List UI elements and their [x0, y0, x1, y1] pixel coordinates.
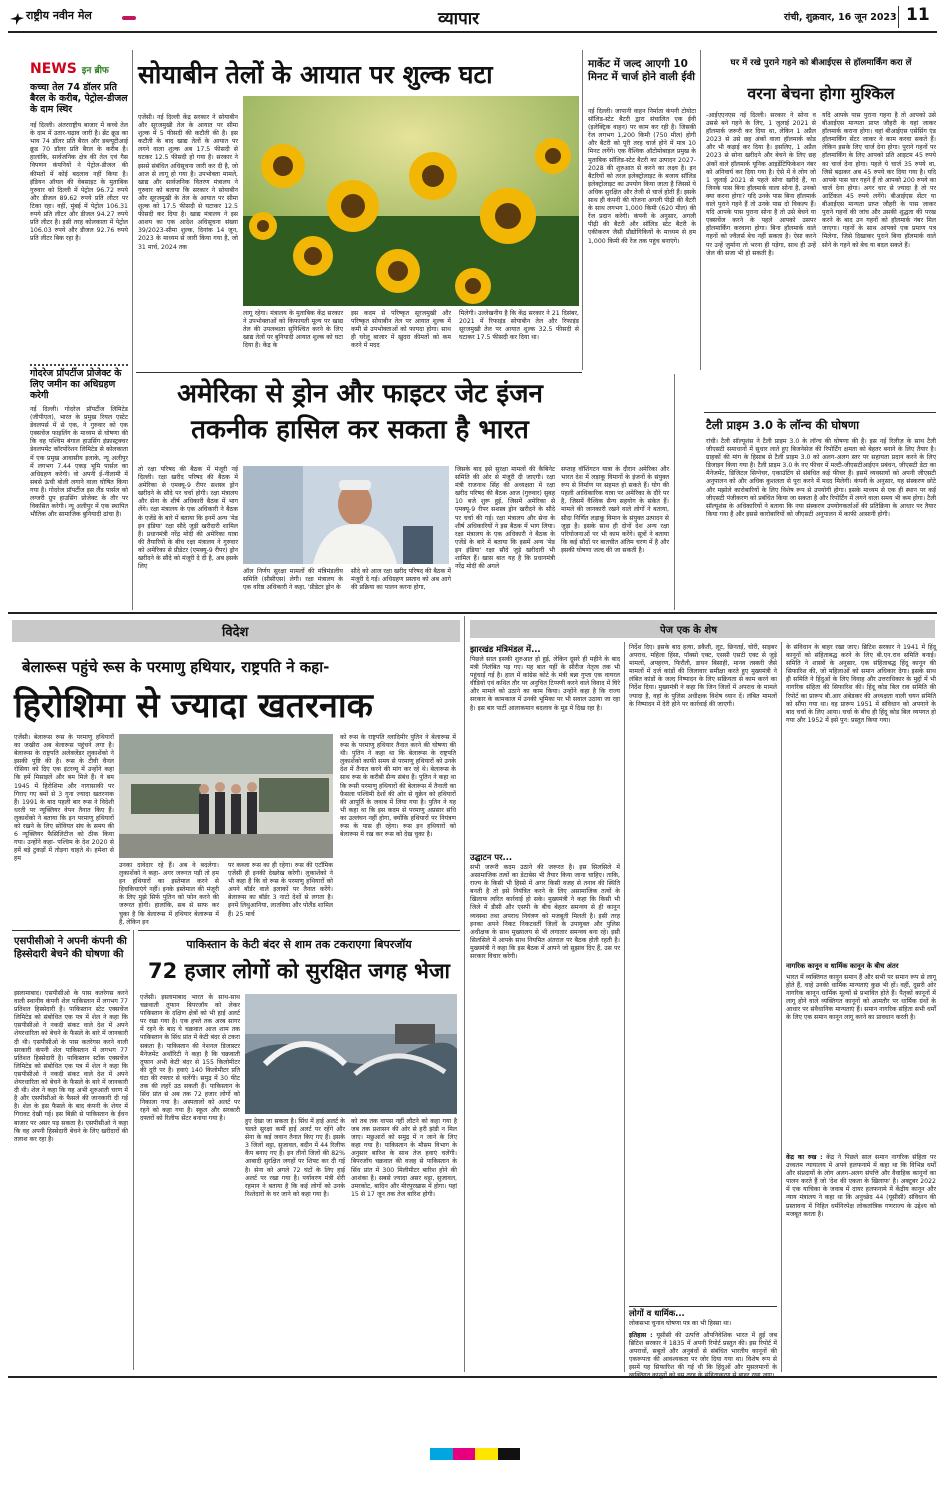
dateline: रांची, शुक्रवार, 16 जून 2023: [784, 12, 897, 23]
videsh-band: [12, 620, 460, 642]
print-registration-bar: [430, 1448, 520, 1460]
jharkhand-head: झारखंड मंत्रिमंडल में...: [470, 644, 541, 654]
prime-body: रांची। टैली सॉल्यूशंस ने टैली प्राइम 3.0 के लॉन्च की घोषणा की है। इस नई रिलीज़ के साथ टैली जीएसटी समाधानों में सुधार लाते हुए बिजनेसेज की रिपोर्टिंग क्षमता को बेहतर बनाने के लिए तैयार है। ग्राहकों की मांग के हिसाब से टैली प्राइम 3.0 को अलग-अलग स्तर पर सहायता प्रदान करने के लिए डिजाइन किया गया है। टैली प्राइम 3.0 के नए फीचर में मल्टी-जीएसटीआईएन प्रबंधन, जीएसटी डेटा का मैनेजमेंट, डिजिटल सिग्नेचर, एकाउंटिंग से संबंधित कई फीचर हैं। इसमें व्यवसायों को अपनी जीएसटी अनुपालन को और अधिक कुशलता से पूरा करने में मदद मिलेगी। कंपनी के अनुसार, यह संस्करण छोटे और मझोले कारोबारियों के लिए विशेष रूप से उपयोगी होगा। इसके माध्यम से एक ही स्थान पर कई जीएसटी पंजीकरण को प्रबंधित किया जा सकता है और रिपोर्टिंग में लगने वाला समय भी कम होगा। टैली सॉल्यूशंस के अधिकारियों ने बताया कि नया संस्करण उपयोगकर्ताओं की प्रतिक्रिया के आधार पर तैयार किया गया है और इससे कारोबारियों को जीएसटी अनुपालन में काफी आसानी होगी।: [706, 438, 936, 518]
drone-col2: ऑल निर्णय सुरक्षा मामलों की मंत्रिमंडलीय समिति (सीसीएस) लेगी। रक्षा मंत्रालय के एक वरिष्ठ अधिकारी ने कहा, 'प्रीडेटर ड्रोन के: [243, 568, 343, 592]
drone-col4: जिसके बाद इसे सुरक्षा मामलों की कैबिनेट समिति की ओर से मंजूरी दी जाएगी। रक्षा मंत्री राजनाथ सिंह की अध्यक्षता में रक्षा खरीद परिषद की बैठक आज (गुरुवार) सुबह 10 बजे शुरू हुई, जिसमें अमेरिका से एमक्यू-9 रीपर सशस्त्र ड्रोन खरीदने के सौदे पर चर्चा की गई। रक्षा मंत्रालय और सेना के शीर्ष अधिकारियों ने इस बैठक में भाग लिया। रक्षा मंत्रालय के एक अधिकारी ने बैठक के एजेंडे के बारे में बताया कि इसमें अन्य 'मेड इन इंडिया' रक्षा सौदे जुड़े खरीदारी भी शामिल हैं। खास बात यह है कि प्रधानमंत्री नरेंद्र मोदी की अगले: [455, 466, 555, 571]
soybean-headline: सोयाबीन तेलों के आयात पर शुल्क घटा: [138, 60, 493, 89]
jharkhand-body: पिछले साल इसकी शुरुआत हो हुई, लेकिन दूसरे ही महीने के बाद मंत्री निलंबित पड़ गए। यह बात यहीं के सीरीज नेतृत्व तक भी पहुंचाई गई है। हाल में कांग्रेस कोटे के मंत्री बन्ना गुप्ता एक वायरल वीडियो एवं कथित तौर पर अनुचित टिप्पणी करने वाले विवाद में घिरे और मामले को उठाने का काम किया। उन्होंने कहा है कि राज्य सरकार के कामकाज में उनकी भूमिका पर भी सवाल उठाया जा रहा है। इस बार पार्टी आलाकमान बदलाव के मूड में दिख रहा है।: [470, 656, 620, 712]
cyclone-col2: हुए देखा जा सकता है। सिंध में हाई अलर्ट के चलते सुरक्षा कर्मी हाई अलर्ट पर रहेंगे और सेना के कई जवान तैनात किए गए हैं। इसके 3 जिलों थट्टा, सुजावल, बदीन में 44 रिलीफ कैंप बनाए गए हैं। इन तीनों जिलों की 82% आबादी सुरक्षित जगहों पर शिफ्ट कर दी गई है। सेना को अगले 72 घंटों के लिए हाई अलर्ट पर रखा गया है। पर्यावरण मंत्री शेरी रहमान ने बताया है कि कई लोगों को उनके रिश्तेदारों के घर जाने को कहा गया है।: [245, 1118, 345, 1198]
soybean-col2: लागू रहेगा। मंत्रालय के मुताबिक केंद्र सरकार ने उपभोक्ताओं को किफायती मूल्य पर खाद्य तेल की उपलब्धता सुनिश्चित करने के लिए खाद्य तेलों पर बुनियादी आयात शुल्क को घटा दिया है। केंद्र के: [243, 310, 343, 350]
videsh-col4: को रूस के राष्ट्रपति व्लादिमीर पुतिन ने बेलारूस में रूस के परमाणु हथियार तैनात करने की घोषणा की थी। पुतिन ने कहा था कि बेलारूस के राष्ट्रपति लुकाशेंको काफी समय से परमाणु हथियारों को उनके देश में तैनात करने की मांग कर रहे थे। बेलारूस के साथ रूस के करीबी सैन्य संबंध हैं। पुतिन ने कहा था कि रूसी परमाणु हथियारों की बेलारूस में तैनाती का फ़ैसला पश्चिमी देशों की ओर से यूक्रेन को हथियारों की आपूर्ति के जवाब में लिया गया है। पुतिन ने यह भी कहा था कि इस कदम से परमाणु अप्रसार संधि का उल्लंघन नहीं होगा, क्योंकि हथियारों पर नियंत्रण रूस के पास ही रहेगा। रूस इन हथियारों को बेलारूस में रख कर रूस को देख चुका है।: [340, 734, 456, 839]
drone-headline-line1: अमेरिका से ड्रोन और फाइटर जेट इंजन: [177, 379, 543, 409]
videsh-col3: पर कब्जा रूस का ही रहेगा। रूस की एटॉमिक एजेंसी ही इनकी देखरेख करेगी। लुकाशेंको ने भी कहा है कि वो रूस के परमाणु हथियारों को अपने बॉर्डर वाले इलाकों पर तैनात करेंगे। बेलारूस का बॉर्डर 3 नाटो देशों से लगता है। इनमें लिथुआनिया, लातविया और पोलैंड शामिल हैं। 25 मार्च: [228, 862, 333, 918]
masthead: [0, 0, 945, 48]
section-title: व्यापार: [438, 9, 480, 29]
paper-name: राष्ट्रीय नवीन मेल: [26, 9, 92, 22]
soybean-col3: इस कदम से परिष्कृत सूरजमुखी और परिष्कृत सोयाबीन तेल पर आयात शुल्क में कमी से उपभोक्ताओं को फायदा होगा। साथ ही घरेलू बाजार में खुदरा कीमतों को कम करने में मदद: [351, 310, 451, 350]
kerala-body: केंद्र ने पिछले साल समान नागरिक संहिता पर उच्चतम न्यायालय में अपने हलफनामे में कहा था कि विभिन्न धर्मों और संप्रदायों के लोग अलग-अलग संपत्ति और वैवाहिक कानूनों का पालन करते हैं जो 'देश की एकता के खिलाफ' है। अक्टूबर 2022 में एक याचिका के जवाब में दायर हलफनामे में केंद्रीय कानून और न्याय मंत्रालय ने कहा था कि अनुच्छेद 44 (यूसीसी) संविधान की प्रस्तावना में निहित धर्मनिरपेक्ष लोकतांत्रिक गणराज्य के उद्देश्य को मजबूत करता है।: [786, 1154, 936, 1218]
drone-col5: सप्ताह वॉशिंगटन यात्रा के दौरान अमेरिका और भारत देश में लड़ाकू विमानों के इंजनों के संयुक्त रूप से निर्माण पर सहमत हो सकते हैं। योग की पहली आधिकारिक यात्रा पर अमेरिका के दौरे पर है, जिसमें वैश्विक सैन्य सहयोग के संकेत हैं। मामले की जानकारी रखने वाले लोगों ने बताया, सौदा निर्णित लड़ाकू विमान के संयुक्त उत्पादन से जुड़ा है। इसके साथ ही दोनों देश अन्य रक्षा परियोजनाओं पर भी काम करेंगे। सूत्रों ने बताया कि कई सौदों पर बातचीत अंतिम चरण में है और इसकी घोषणा जल्द की जा सकती है।: [561, 466, 669, 554]
gold-headline: वरना बेचना होगा मुश्किल: [747, 84, 895, 103]
page-number: 11: [906, 5, 930, 25]
masthead-rule: [8, 31, 937, 33]
videsh-kicker: बेलारूस पहुंचे रूस के परमाणु हथियार, राष्ट्रपति ने कहा-: [22, 658, 330, 676]
sunflower-photo: [243, 96, 579, 306]
drone-headline-line2: तकनीक हासिल कर सकता है भारत: [191, 415, 529, 445]
videsh-label: विदेश: [222, 625, 249, 640]
belarus-photo: [119, 734, 333, 858]
shesh-right-body-2: के संविधान के बाहर रखा जाए। ब्रिटिश सरकार ने 1941 में हिंदू कानूनों को संहिताबद्ध करने के लिए बी.एन.राव समिति बनाई। समिति ने शास्त्रों के अनुसार, एक संहिताबद्ध हिंदू कानून की सिफारिश की, जो महिलाओं को समान अधिकार देगा। इसके साथ ही समिति ने हिंदुओं के लिए विवाह और उत्तराधिकार के मुद्दों में भी नागरिक संहिता की सिफारिश की। हिंदू कोड बिल राव समिति की रिपोर्ट का प्रारूप बी.आर अंबेडकर की अध्यक्षता वाली चयन समिति को सौंपा गया था। वह प्रारूप 1951 में संविधान को अपनाने के बाद चर्चा के लिए आया। चर्चा के बीच ही हिंदू कोड बिल व्यपगत हो गया और 1952 में इसे पुन: प्रस्तुत किया गया।: [786, 644, 936, 724]
loko-lead: लोकसभा चुनाव घोषणा पत्र का भी हिस्सा था।: [629, 1320, 732, 1327]
gold-col1: -आईएएनएस नई दिल्ली। सरकार ने सोना व उससे बने गहने के लिए, 1 जुलाई 2021 से हॉलमार्क जरूरी कर दिया था, लेकिन 1 अप्रैल 2023 से उसे छह अंकों वाला हॉलमार्क कोड और भी कड़ाई कर दिया है। इसलिए, 1 अप्रैल 2023 से सोना खरीदने और बेचने के लिए छह अंकों वाले हॉलमार्क यूनिक आइडेंटिफिकेशन नंबर को अनिवार्य कर दिया गया है। ऐसे में वे लोग जो 1 जुलाई 2021 से पहले सोना खरीदे हैं, या जिनके पास बिना हॉलमार्क वाला सोना है, उनको क्या करना होगा? यदि उनके पास बिना हॉलमार्क वाले पुराने गहने हैं तो उनके पास दो विकल्प हैं। यदि आपके पास पुराना सोना है तो उसे बेचने या एक्सचेंज करने के पहले आपको उसपर हॉलमार्किंग करवाना होगा। बिना हॉलमार्क वाले गहनों को ज्वैलर्स बेच नहीं सकता है। ऐसा करने पर उन्हें जुर्माना तो भरना ही पड़ेगा, साथ ही उन्हें जेल की सजा भी हो सकती है।: [706, 112, 816, 257]
bird-logo-icon: [10, 10, 24, 29]
brief-1-body: नई दिल्ली। अंतरराष्ट्रीय बाजार में कच्चे तेल के दाम में उतार-चढ़ाव जारी है। ब्रेंट क्रूड का भाव 74 डॉलर प्रति बैरल और डब्ल्यूटीआई क्रूड 70 डॉलर प्रति बैरल के करीब है। हालांकि, सार्वजनिक क्षेत्र की तेल एवं गैस विपणन कंपनियों ने पेट्रोल-डीजल की कीमतों में कोई बदलाव नहीं किया है। इंडियन ऑयल की वेबसाइट के मुताबिक गुरुवार को दिल्ली में पेट्रोल 96.72 रुपये और डीजल 89.62 रुपये प्रति लीटर पर टिका रहा। वहीं, मुंबई में पेट्रोल 106.31 रुपये प्रति लीटर और डीजल 94.27 रुपये प्रति लीटर है। इसी तरह कोलकाता में पेट्रोल 106.03 रुपये और डीजल 92.76 रुपये प्रति लीटर बिक रहा है।: [30, 122, 128, 243]
loko-head: लोगों व धार्मिक...: [629, 1308, 685, 1318]
gold-col2: यदि आपके पास पुराना गहना है तो आपको उसे बीआईएस मान्यता प्राप्त जौहरी के यहां जाकर हॉलमार्क कराना होगा। वहां बीआईएस एसेसिंग एंड हॉलमार्किंग सेंटर जाकर वे काम करवा सकते हैं। लेकिन इसके लिए चार्ज देना होगा। पुराने गहनों पर हॉलमार्किंग के लिए आपको प्रति आइटम 45 रुपये का चार्ज देना होगा। पहले ये चार्ज 35 रुपये था, जिसे बढ़ाकर अब 45 रुपये कर दिया गया है। यदि आपके पास चार गहने हैं तो आपको 200 रुपये का चार्ज देना होगा। अगर चार से ज्यादा है तो पर आर्टिकल 45 रुपये लगेंगे। बीआईएस सेंटर या बीआईएस मान्यता प्राप्त जौहरी के पास जाकर पुराने गहनों की जांच और उसकी शुद्धता की परख करने के बाद उन गहनों को हॉलमार्क नंबर मिल जाएगा। गहनों के साथ आपको एक प्रमाण पत्र मिलेगा, जिसे दिखाकर पुराने बिना हॉलमार्क वाले सोने के गहने को बेच या बदल सकते हैं।: [822, 112, 936, 249]
videsh-col2: उनका दावेदार रहे हैं। अब वे बदलेगा। लुकाशेंको ने कहा- अगर जरूरत पड़ी तो हम इन हथियारों का इस्तेमाल करने से हिचकिचाएंगे नहीं। इनके इस्तेमाल की मंजूरी के लिए मुझे सिर्फ पुतिन को फोन करने की जरूरत होगी। हालांकि, सब से साफ कर चुका है कि बेलारूस में हथियार बेलारूस में हैं, लेकिन इन: [119, 862, 219, 926]
rajnath-photo: [243, 466, 449, 564]
cyclone-photo: [245, 994, 457, 1114]
shesh-right-body-3: भारत में व्यक्तिगत कानून समान हैं और सभी पर समान रूप से लागू होते हैं, चाहे उनकी धार्मिक मान्यताएं कुछ भी हों। वहीं, दूसरी ओर नागरिक कानून धार्मिक मूल्यों से प्रभावित होते हैं। पैतृकों कानूनों में लागू होने वाले व्यक्तिगत कानूनों को आमतौर पर धार्मिक ग्रंथों के आधार पर संवैधानिक मान्यताएं हैं। समान नागरिक संहिता सभी धर्मों के लिए एक समान कानून लागू करने का प्रावधान करती है।: [786, 974, 936, 1022]
ev-body: नई दिल्ली। जापानी वाहन निर्माता कंपनी टोयोटा सॉलिड-स्टेट बैटरी द्वारा संचालित एक ईवी (इलेक्ट्रिक वाहन) पर काम कर रही है। जिसकी रेंज लगभग 1,200 किमी (750 मील) होगी और बैटरी को पूरी तरह चार्ज होने में मात्र 10 मिनट लगेंगे। एक वैश्विक ऑटोमोबाइल प्रमुख के मुताबिक सॉलिड-स्टेट बैटरी का उत्पादन 2027-2028 की शुरुआत से करने का लक्ष्य है। इन बैटरियों को तरल इलेक्ट्रोलाइट के बजाय सॉलिड इलेक्ट्रोलाइट का उपयोग किया जाता है जिससे ये अधिक सुरक्षित और तेजी से चार्ज होती हैं। इसके साथ ही कंपनी की योजना अगली पीढ़ी की बैटरी के साथ लगभग 1,000 किमी (620 मील) की रेंज प्रदान करेगी। कंपनी के अनुसार, अगली पीढ़ी की बैटरी और सॉलिड स्टेट बैटरी के एकीकरण जैसी प्रौद्योगिकियों के माध्यम से हम 1,000 किमी की रेंज तक पहुंच बनाएंगे।: [588, 108, 696, 245]
shesh-sub-right: नागरिक कानून व धार्मिक कानून के बीच अंतर: [786, 962, 899, 970]
udghatan-body: सभी जरूरी कदम उठाने की जरूरत है। इस सिलसिले में असामाजिक तत्वों का डेटाबेस भी तैयार किया जाना चाहिए। ताकि, राज्य के किसी भी हिस्से में अगर किसी वजह से तनाव की स्थिति बनती है तो इसे नियंत्रित करने के लिए असामाजिक तत्वों के खिलाफ त्वरित कार्रवाई हो सके। मुख्यमंत्री ने कहा कि किसी भी जिले में डीसी और एसपी के बीच बेहतर समन्वय से ही कानून व्यवस्था तथा अपराध नियंत्रण को मजबूती मिलती है। इसी तरह इनका अपने निकट निकटवर्ती जिलों के उपायुक्त और पुलिस अधीक्षक के साथ मुख्यालय से भी लगातार समन्वय बना रहे। इसी सिलसिले में आपके साथ नियमित अंतराल पर बैठक होती रहती है। मुख्यमंत्री ने कहा कि इस बैठक में आपने जो सुझाव दिए हैं, उस पर सरकार विचार करेगी।: [470, 864, 620, 961]
shesh-band: [470, 620, 935, 638]
videsh-col1: एजेंसी। बेलारूस रूस के परमाणु हथियारों का जखीरा अब बेलारूस पहुंचने लगा है। बेलारूस के राष्ट्रपति अलेक्जेंडर लुकाशेंको ने इसकी पुष्टि की है। रूस के टीवी चैनल रोसिया को दिए एक इंटरव्यू में उन्होंने कहा कि हमें मिसाइलें और बम मिले हैं। ये बम 1945 में हिरोशिमा और नागासाकी पर गिराए गए बमों से 3 गुना ज्यादा खतरनाक हैं। 1991 के बाद पहली बार रूस ने विदेशी धरती पर न्यूक्लियर वेपन तैनात किए हैं। लुकाशेंको ने बताया कि इन परमाणु हथियारों को रखने के लिए सोवियत संघ के समय की 6 न्यूक्लियर फैसिलिटीज को ठीक किया गया। उन्होंने कहा- पश्चिम के देश 2020 से हमें बड़े टुकड़ों में तोड़ना चाहते थे। हमेशा से हम: [14, 734, 114, 863]
drone-col3: सौदे को आज रक्षा खरीद परिषद की बैठक में मंजूरी दे गई। अधिग्रहण प्रस्ताव को अब आगे की प्रक्रिया का पालन करना होगा,: [351, 568, 451, 592]
shesh-right-body-1: निर्देश दिए। इसके बाद हत्या, डकैती, लूट, छिनतई, चोरी, साइबर अपराध, महिला हिंसा, पॉक्सो एक्ट, एससी एसटी एक्ट से जुड़े मामलों, अपहरण, फिरौती, डायन बिसाही, मानव तस्करी जैसे मामलों में दर्ज कांडों की जिलावार समीक्षा करते हुए मुख्यमंत्री ने लंबित कांडों के जल्द निष्पादन के लिए सक्रियता से काम करने का निर्देश दिया। मुख्यमंत्री ने कहा कि जिन जिलों में अपराध के मामले ज्यादा है, वहां के पुलिस अधीक्षक विशेष ध्यान दें। लंबित मामलों के निष्पादन में देरी होने पर कार्रवाई की जाएगी।: [629, 644, 777, 708]
masthead-ornament: [122, 16, 136, 20]
news-label: NEWS: [30, 61, 77, 77]
udghatan-head: उद्घाटन पर...: [470, 852, 513, 862]
prime-headline: टैली प्राइम 3.0 के लॉन्च की घोषणा: [706, 418, 860, 432]
soybean-col4: मिलेगी। उल्लेखनीय है कि केंद्र सरकार ने 21 दिसंबर, 2021 में रिफाइंड सोयाबीन तेल और रिफाइंड सूरजमुखी तेल पर आयात शुल्क 32.5 फीसदी से घटाकर 17.5 फीसदी कर दिया था।: [459, 310, 579, 342]
brief-label: इन ब्रीफ: [81, 66, 109, 76]
soybean-col1: एजेंसी। नई दिल्ली केंद्र सरकार ने सोयाबीन और सूरजमुखी तेल के आयात पर सीमा शुल्क में 5 फीसदी की कटौती की है। इस कटौती के बाद खाद्य तेलों के आयात पर लगने वाला शुल्क अब 17.5 फीसदी से घटकर 12.5 फीसदी हो गया है। सरकार ने इससे संबंधित अधिसूचना जारी कर दी है, जो आज से लागू हो गया है। उपभोक्ता मामले, खाद्य और सार्वजनिक वितरण मंत्रालय ने गुरुवार को बताया कि सरकार ने सोयाबीन और सूरजमुखी के तेल के आयात पर सीमा शुल्क को 17.5 फीसदी से घटाकर 12.5 फीसदी कर दिया है। खाद्य मंत्रालय ने इस आशय का एक आदेश अधिसूचना संख्या 39/2023-सीमा शुल्क, दिनांक 14 जून, 2023 के माध्यम से जारी किया गया है, जो 31 मार्च, 2024 तक: [138, 114, 238, 251]
cyclone-kicker: पाकिस्तान के केटी बंदर से शाम तक टकराएगा बिपरजॉय: [186, 938, 412, 951]
itihas-body: यूसीसी की उत्पत्ति औपनिवेशिक भारत में हुई जब ब्रिटिश सरकार ने 1835 में अपनी रिपोर्ट प्रस्तुत की। इस रिपोर्ट में अपराधों, सबूतों और अनुबंधों से संबंधित भारतीय कानूनों की एकरूपता की आवश्यकता पर जोर दिया गया था। विशेष रूप से इसमें यह सिफारिश की गई थी कि हिंदुओं और मुसलमानों के: [629, 1332, 778, 1372]
ev-headline: मार्केट में जल्द आएगी 10 मिनट में चार्ज होने वाली ईवी: [588, 58, 695, 83]
kerala-lead: केंद्र का रुख :: [786, 1154, 823, 1161]
gold-kicker: घर में रखे पुराने गहने को बीआईएस से हॉलमार्किंग करा लें: [730, 58, 912, 68]
news-brief-header: [30, 58, 140, 76]
videsh-headline: हिरोशिमा से ज्यादा खतरनाक: [14, 686, 373, 726]
brief-2-headline: गोदरेज प्रॉपर्टीज प्रोजेक्ट के लिए जमीन का अधिग्रहण करेगी: [30, 368, 122, 401]
cyclone-col1: एजेंसी। इस्लामाबाद भारत के साथ-साथ चक्रवाती तूफान बिपरजॉय को लेकर पाकिस्तान के दक्षिण क्षेत्रों को भी हाई अलर्ट पर रखा गया है। एक हफ्ते तक अरब सागर में रहने के बाद ये चक्रवात आज शाम तक पाकिस्तान के सिंध प्रांत में केटी बंदर से टकरा सकता है। पाकिस्तान की नेशनल डिजास्टर मैनेजमेंट अथॉरिटी ने कहा है कि चक्रवाती तूफान अभी केटी बंदर से 155 किलोमीटर की दूरी पर है। हवाएं 140 किलोमीटर प्रति घंटा की रफ्तार से चलेंगी। समुद्र में 30 फीट तक की लहरें उठ सकती हैं। पाकिस्तान के सिंध प्रांत से अब तक 72 हजार लोगों को निकाला गया है। अस्पतालों को अलर्ट पर रहने को कहा गया है। स्कूल और सरकारी दफ्तरों को रिलीफ सेंटर बनाया गया है।: [140, 994, 240, 1123]
cyclone-headline: 72 हजार लोगों को सुरक्षित जगह भेजा: [148, 959, 450, 983]
brief-2-body: नई दिल्ली। गोदरेज प्रॉपर्टीज लिमिटेड (जीपीएल), भारत के प्रमुख रियल एस्टेट डेवलपर्स में से एक, ने गुरुवार को एक एक्सचेंज फाइलिंग के माध्यम से घोषणा की कि वह पश्चिम बंगाल हाउसिंग इंफ्रास्ट्रक्चर डेवलपमेंट कॉरपोरेशन लिमिटेड से कोलकाता में एक प्रमुख आवासीय इलाके, न्यू अलीपुर में लगभग 7.44 एकड़ भूमि पार्सल का अधिग्रहण करेगी। वो अपनी ई-नीलामी में सबसे ऊंची बोली लगाने वाला घोषित किया गया है। गोदरेज प्रॉपर्टीज इस लैंड पार्सल को लग्जरी ग्रुप हाउसिंग प्रोजेक्ट के तौर पर विकसित करेगी। न्यू अलीपुर में एक स्थापित भौतिक और सामाजिक बुनियादी ढांचा है।: [30, 406, 128, 519]
drone-col1: तो रक्षा परिषद की बैठक में मंजूरी नई दिल्ली। रक्षा खरीद परिषद की बैठक में अमेरिका से एमक्यू-9 रीपर सशस्त्र ड्रोन खरीदने के सौदे पर चर्चा होगी। रक्षा मंत्रालय और सेना के शीर्ष अधिकारी बैठक में भाग लेंगे। रक्षा मंत्रालय के एक अधिकारी ने बैठक के एजेंडे के बारे में बताया कि इनमें अन्य 'मेड इन इंडिया' रक्षा सौदे जुड़ी खरीदारी शामिल हैं। प्रधानमंत्री नरेंद्र मोदी की अमेरिका यात्रा की तैयारियों के बीच रक्षा मंत्रालय ने गुरुवार को अमेरिका से प्रीडेटर (एमक्यू-9 रीपर) ड्रोन खरीदने के सौदे को मंजूरी दे दी है, अब इसके लिए: [138, 466, 238, 571]
itihas-lead: इतिहास :: [629, 1332, 653, 1339]
cyclone-col3: को तब तक वापस नहीं लौटने को कहा गया है जब तक प्रशासन की ओर से हरी झंडी न मिल जाए। मछुआरों को समुद्र में न जाने के लिए कहा गया है। पाकिस्तान के मौसम विभाग के अनुसार बारिश के साथ तेज हवाएं चलेंगी। बिपरजॉय चक्रवात की वजह से पाकिस्तान के सिंध प्रांत में 300 मिलीमीटर बारिश होने की आशंका है। सबसे ज्यादा असर थट्टा, सुजावल, उमरकोट, बादिन और मीरपुरखास में होगा। यहां 15 से 17 जून तक तेज बारिश होगी।: [351, 1118, 457, 1198]
brief-1-headline: कच्चा तेल 74 डॉलर प्रति बैरल के करीब, पेट्रोल-डीजल के दाम स्थिर: [30, 82, 128, 115]
sbi-body: इस्लामाबाद। एसपीसीओ के पास कतरेगस करने वाली स्थानीय कंपनी शेल पाकिस्तान में लगभग 77 प्रतिशत हिस्सेदारी है। पाकिस्तान स्टेट एक्सचेंज लिमिटेड को संबोधित एक पत्र में शेल ने कहा कि एसपीसीओ ने नकदी संकट वाले देश में अपने शेयरधारिता को बेचने के फैसले के बारे में जानकारी दी थी। एसपीसीओ के पास कतरेगस करने वाली सरकारी कंपनी शेल पाकिस्तान में लगभग 77 प्रतिशत हिस्सेदारी है। पाकिस्तान स्टॉक एक्सचेंज लिमिटेड को संबोधित एक पत्र में शेल ने कहा कि एसपीसीओ ने नकदी संकट वाले देश में अपने शेयरधारिता को बेचने के फैसले के बारे में जानकारी दी थी। शेल ने कहा कि यह अभी शुरुआती चरण में है और एसपीसीओ के फैसले की जानकारी दी गई है। शेल के इस फैसले के बाद कंपनी के शेयर में गिरावट देखी गई। इस बिक्री से पाकिस्तान के ईंधन बाजार पर असर पड़ सकता है। एसपीसीओ ने कहा कि वह अपनी हिस्सेदारी बेचने के लिए खरीदारों की तलाश कर रहा है।: [14, 990, 128, 1143]
shesh-label: पेज एक के शेष: [660, 625, 718, 636]
sbi-headline: एसपीसीओ ने अपनी कंपनी की हिस्सेदारी बेचने की घोषणा की: [14, 936, 127, 960]
